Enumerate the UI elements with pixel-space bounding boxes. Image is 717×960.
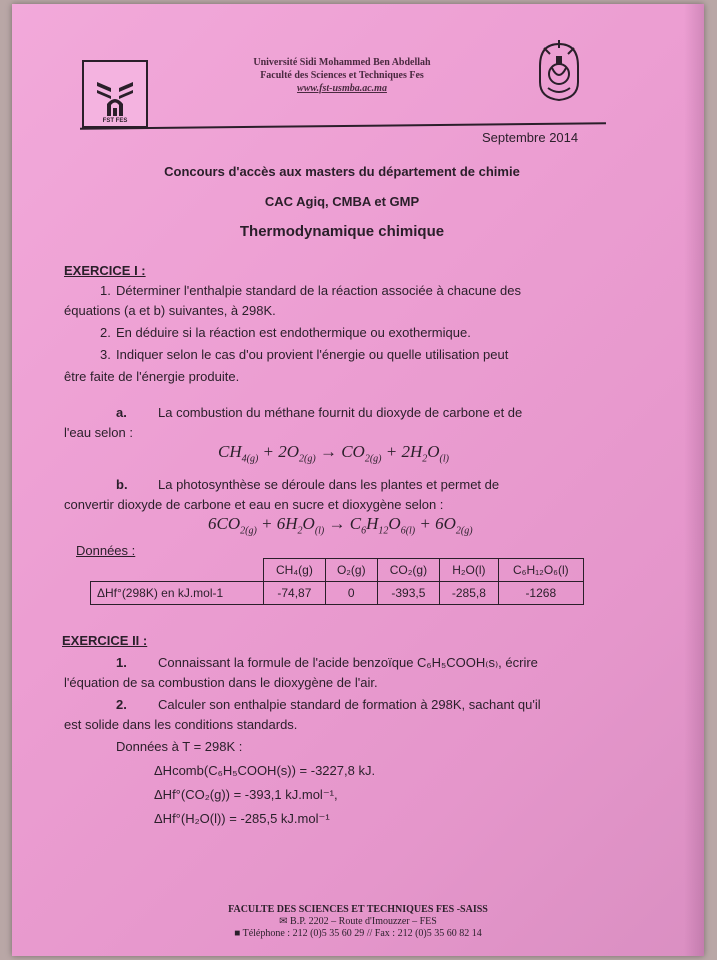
faculty-name: Faculté des Sciences et Techniques Fes [260, 70, 424, 81]
paper-shadow [684, 4, 704, 956]
table-cell: -285,8 [440, 582, 498, 605]
table-header-cell: CO₂(g) [377, 559, 440, 582]
footer-faculty: FACULTE DES SCIENCES ET TECHNIQUES FES -SAISS [228, 904, 488, 915]
table-header-cell [91, 559, 264, 582]
ex1-q1-line1: Déterminer l'enthalpie standard de la réaction associée à chacune des [116, 283, 522, 298]
ex2-q1-line1: Connaissant la formule de l'acide benzoïque C₆H₅COOH₍s₎, écrire [158, 655, 538, 670]
equation-b: $6CO_{2(g)} + 6H_2O_{(l)} \to C_6H_{12}O_{6(l)} + 6O_{2(g)}$ [208, 514, 473, 537]
ex2-q1-num: 1. [116, 655, 127, 670]
ex1-q3-line1: Indiquer selon le cas d'ou provient l'énergie ou quelle utilisation peut [116, 347, 509, 362]
table-row-label: ΔHf°(298K) en kJ.mol-1 [91, 582, 264, 605]
university-crest [530, 38, 588, 104]
reaction-b-label: b. [116, 477, 128, 492]
ex2-q1-line2: l'équation de sa combustion dans le dioxygène de l'air. [64, 675, 378, 690]
exercice2-heading: EXERCICE II : [62, 633, 148, 648]
logo-caption: FST FES [102, 118, 128, 124]
footer [12, 904, 704, 940]
ex1-q3-line2: être faite de l'énergie produite. [64, 369, 240, 384]
footer-phone-text: Téléphone : 212 (0)5 35 60 29 // Fax : 212 (0)5 35 60 82 14 [242, 928, 482, 939]
table-header-cell: H₂O(l) [440, 559, 498, 582]
footer-address [12, 916, 704, 928]
ex2-q2-line2: est solide dans les conditions standards. [64, 717, 298, 732]
reaction-b-text2: convertir dioxyde de carbone et eau en sucre et dioxygène selon : [64, 497, 444, 512]
equation-a: $CH_{4(g)} + 2O_{2(g)} \to CO_{2(g)} + 2H_2O_{(l)}$ [218, 442, 449, 465]
fst-emblem-icon [93, 78, 137, 118]
table-cell: -1268 [498, 582, 583, 605]
ex1-q1-num: 1. [100, 283, 111, 298]
ex1-q2: En déduire si la réaction est endothermique ou exothermique. [116, 325, 471, 340]
ex2-data-combustion: ΔHcomb(C₆H₅COOH(s)) = -3227,8 kJ. [154, 763, 376, 778]
ex1-donnees: Données : [76, 543, 136, 558]
table-row [91, 582, 584, 605]
title-programs: CAC Agiq, CMBA et GMP [264, 194, 420, 209]
ex1-q2-num: 2. [100, 325, 111, 340]
reaction-a-text2: l'eau selon : [64, 425, 133, 440]
exam-date: Septembre 2014 [482, 130, 579, 145]
table-cell: -74,87 [263, 582, 325, 605]
mailbox-icon: ✉ [279, 916, 291, 927]
table-cell: 0 [325, 582, 377, 605]
website-link[interactable]: www.fst-usmba.ac.ma [297, 83, 387, 94]
reaction-a-label: a. [116, 405, 127, 420]
exercice1-heading: EXERCICE I : [64, 263, 146, 278]
ex2-donnees: Données à T = 298K : [116, 739, 243, 754]
university-header [212, 56, 472, 95]
university-name: Université Sidi Mohammed Ben Abdellah [253, 57, 431, 68]
title-concours: Concours d'accès aux masters du département de chimie [164, 164, 520, 179]
table-header-cell: C₆H₁₂O₆(l) [498, 559, 583, 582]
ex2-data-h2o: ΔHf°(H₂O(l)) = -285,5 kJ.mol⁻¹ [154, 811, 330, 826]
table-header-row [91, 559, 584, 582]
crest-icon [530, 38, 588, 104]
reaction-b-text1: La photosynthèse se déroule dans les plantes et permet de [158, 477, 500, 492]
table-header-cell: CH₄(g) [263, 559, 325, 582]
table-cell: -393,5 [377, 582, 440, 605]
table-header-cell: O₂(g) [325, 559, 377, 582]
phone-icon: ■ [234, 928, 243, 939]
ex2-q2-num: 2. [116, 697, 127, 712]
ex2-data-co2: ΔHf°(CO₂(g)) = -393,1 kJ.mol⁻¹, [154, 787, 338, 802]
exam-paper [12, 4, 704, 956]
ex2-q2-line1: Calculer son enthalpie standard de formation à 298K, sachant qu'il [158, 697, 541, 712]
footer-address-text: B.P. 2202 – Route d'Imouzzer – FES [290, 916, 437, 927]
ex1-q3-num: 3. [100, 347, 111, 362]
enthalpy-table [90, 558, 584, 605]
reaction-a-text1: La combustion du méthane fournit du dioxyde de carbone et de [158, 405, 523, 420]
footer-phone [12, 928, 704, 940]
title-subject: Thermodynamique chimique [239, 223, 445, 240]
fst-logo [82, 60, 148, 128]
ex1-q1-line2: équations (a et b) suivantes, à 298K. [64, 303, 276, 318]
header-divider [80, 122, 606, 130]
